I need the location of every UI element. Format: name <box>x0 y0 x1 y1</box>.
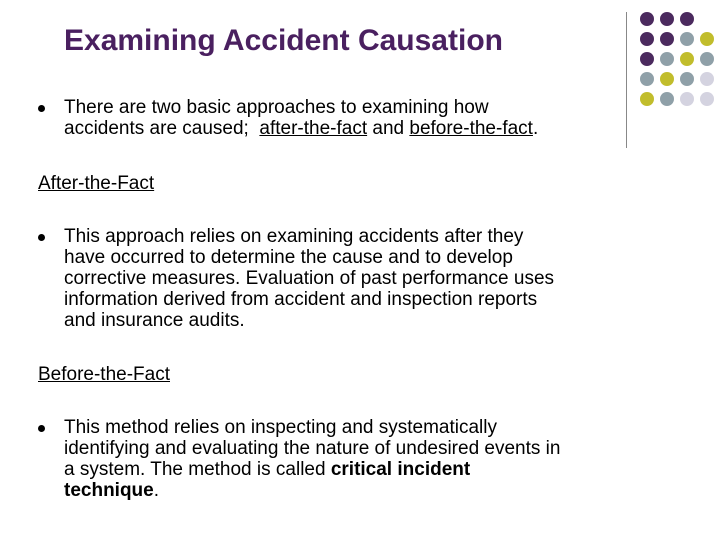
before-the-fact-heading: Before-the-Fact <box>38 364 170 385</box>
decorative-dot <box>680 12 694 26</box>
decorative-dot <box>640 92 654 106</box>
critical-incident-term: critical incident <box>330 459 471 480</box>
decorative-dot-grid <box>640 12 720 124</box>
decorative-dot <box>680 92 694 106</box>
decorative-dot <box>660 52 674 66</box>
intro-text <box>64 97 538 139</box>
after-line-4: information derived from accident and inspection reports <box>64 289 538 310</box>
intro-line-2-prefix: accidents are caused; <box>64 118 260 139</box>
bullet-icon <box>38 234 45 241</box>
after-the-fact-bullet <box>38 226 638 331</box>
before-line-3 <box>64 459 560 480</box>
decorative-dot <box>640 32 654 46</box>
intro-line-1: There are two basic approaches to examining how <box>64 97 489 118</box>
decorative-dot <box>700 92 714 106</box>
intro-line-2-suffix: . <box>532 118 539 139</box>
before-the-fact-bullet <box>38 417 638 501</box>
decorative-dot <box>660 32 674 46</box>
decorative-dot <box>640 12 654 26</box>
decorative-dot <box>700 32 714 46</box>
decorative-dot <box>680 72 694 86</box>
after-the-fact-text <box>64 226 554 331</box>
before-line-4 <box>64 480 560 501</box>
slide-title: Examining Accident Causation <box>64 24 503 57</box>
intro-bullet <box>38 97 638 139</box>
bullet-icon <box>38 105 45 112</box>
before-the-fact-term: before-the-fact <box>409 118 533 139</box>
before-the-fact-text <box>64 417 560 501</box>
after-the-fact-heading: After-the-Fact <box>38 173 155 194</box>
decorative-dot <box>680 52 694 66</box>
before-line-3-prefix: a system. The method is called <box>64 459 331 480</box>
after-line-1: This approach relies on examining accidents after they <box>64 226 524 247</box>
after-line-3: corrective measures. Evaluation of past performance uses <box>64 268 555 289</box>
before-line-2: identifying and evaluating the nature of undesired events in <box>64 438 561 459</box>
intro-connector: and <box>367 118 410 139</box>
intro-line-2 <box>64 118 538 139</box>
after-line-5: and insurance audits. <box>64 310 245 331</box>
decorative-dot <box>660 12 674 26</box>
before-line-4-suffix: . <box>153 480 160 501</box>
decorative-dot <box>660 92 674 106</box>
after-line-2: have occurred to determine the cause and to develop <box>64 247 513 268</box>
decorative-dot <box>700 72 714 86</box>
after-the-fact-term: after-the-fact <box>259 118 368 139</box>
decorative-dot <box>680 32 694 46</box>
technique-term: technique <box>64 480 154 501</box>
bullet-icon <box>38 425 45 432</box>
decorative-dot <box>640 52 654 66</box>
decorative-dot <box>640 72 654 86</box>
decorative-dot <box>700 52 714 66</box>
before-line-1: This method relies on inspecting and systematically <box>64 417 497 438</box>
decorative-dot <box>660 72 674 86</box>
